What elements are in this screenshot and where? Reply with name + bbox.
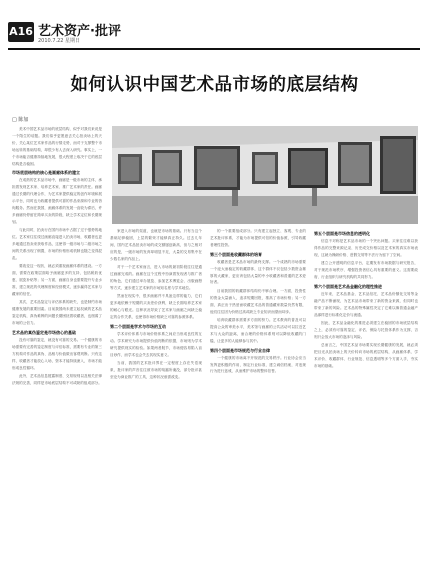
article-paragraph: 培育收藏群体需要多方面的努力。艺术教育的普及可以提高公众的审美水平，美术馆与画廊的公共活动可以拉近艺术与大众的距离，而合理的价格体系则可以降低收藏的门槛，让更多的人能够参与其中。 bbox=[210, 317, 306, 343]
article-paragraph: 目前我国的收藏群体结构仍不够合理。一方面，投资性的资金大量涌入，追求短期回报，推高了市场价格；另一方面，真正出于热爱而收藏艺术品的普通藏家数量仍然有限，他们往往因为价格过高或缺乏专业知识而望而却步。 bbox=[210, 288, 306, 314]
article-subheading: 第六个层面是艺术品金融化的理性推进 bbox=[314, 283, 382, 289]
article-byline: □ 陈加 bbox=[12, 117, 29, 123]
article-subheading: 第三个层面是收藏群体的培育 bbox=[210, 251, 262, 257]
article-paragraph: 因此，艺术品金融化的推进必须建立在稳固的市场底层结构之上，必须有可靠的鉴定、评估、保险与托管体系作为支撑，否则只会放大市场的泡沫与风险。 bbox=[314, 321, 418, 339]
article-subheading: 第四个层面是市场规范与行业自律 bbox=[210, 347, 270, 353]
article-subheading: 艺术品的真伪鉴定是市场信心的基础 bbox=[12, 329, 76, 335]
issue-date: 2010.7.22 星期日 bbox=[38, 38, 81, 44]
article-subheading: 市场底层结构的核心是画廊体系的建立 bbox=[12, 170, 80, 176]
article-paragraph: 一个健康的市场离不开规范的交易秩序。行业协会应当发挥更积极的作用，制定行业标准，建立诚信档案，对违规行为进行惩戒，从而维护市场的整体信誉。 bbox=[210, 355, 306, 374]
article-paragraph: 对于一个艺术家而言，进入市场的最初阶段往往是通过画廊完成的。画廊在这个过程中扮演着发现者与推广者的角色，它们通过举办展览、参加艺术博览会、出版画册等方式，逐步建立艺术家的市场知名度与学术地位。 bbox=[110, 265, 202, 290]
article-paragraph: 没有可靠的鉴定，就没有可靠的交易。一个健康的市场需要有完善的鉴定制度与评估标准，需要有专业的第三方机构对作品的真伪、品相与价值做出客观判断。只有这样，收藏者才能放心入场，资本才能持续流入，市场才能形成良性循环。 bbox=[12, 337, 102, 370]
article-paragraph: 建立公开透明的信息平台，定期发布市场数据与研究报告，对于规范市场秩序、增强投资者信心具有重要的意义。这需要政府、行业组织与研究机构的共同努力。 bbox=[314, 261, 418, 280]
section-title: 艺术资产·批评 bbox=[38, 24, 121, 39]
article-subheading: 第二个层面是学术与市场的互动 bbox=[110, 323, 166, 329]
page-number-badge: A16 bbox=[8, 22, 34, 42]
gallery-interior-photo bbox=[112, 126, 418, 224]
article-paragraph: 收藏者是艺术品市场的最终支撑。一个成熟的市场需要一个庞大而稳定的收藏群体，这个群体不仅包括少数资金雄厚的大藏家，更应该包括大量的中小收藏者和普通的艺术爱好者。 bbox=[210, 259, 306, 285]
article-paragraph: 其次，艺术品鉴定与评估体系的缺失，也是制约市场健康发展的重要因素。目前我国尚未建立起权威的艺术品鉴定机构，真伪难辨的问题长期困扰着收藏者，也削弱了市场的公信力。 bbox=[12, 300, 102, 326]
article-column-1 bbox=[12, 126, 102, 388]
article-paragraph: 的一个重要组成部分。只有建立起独立、客观、专业的艺术批评体系，才能为市场提供可信的价值参照，引导收藏者理性投资。 bbox=[210, 229, 306, 247]
article-column-3 bbox=[210, 228, 306, 377]
article-paragraph: 然而在现实中，很多画廊并不具备这样的能力，它们更多地依赖于短期的买卖差价获利，缺乏长期培养艺术家的耐心与眼光。这种状况导致了艺术家与画廊之间缺乏稳定的合作关系，也使得市场价格缺乏可靠的参照体系。 bbox=[110, 294, 202, 319]
article-paragraph: 信息不对称是艺术品市场的一个突出问题。买家往往难以获得作品的完整来源记录、历史成交价格以及艺术家的真实市场表现，这就为操纵价格、虚假交易等不法行为留下了空间。 bbox=[314, 239, 418, 257]
article-paragraph: 与此同时，拍卖行在国内市场中占据了过于强势的地位。艺术家往往绕过画廊直接进入拍卖市场，收藏者也更多地通过拍卖来获取作品，这使得一级市场与二级市场之间的关系出现了倒置，市场的价格形成机制也随之变得混乱。 bbox=[12, 228, 102, 260]
article-subheading: 第五个层面是市场信息的透明化 bbox=[314, 231, 370, 236]
article-column-2 bbox=[110, 228, 202, 382]
article-paragraph: 要改变这一现状，就必须重视画廊体系的建设。一方面，需要在政策层面给予画廊更多的支持，包括税收优惠、展览补贴等；另一方面，画廊自身也需要提升专业水准，建立规范的代理制度和经营模式，逐步赢得艺术家与藏家的信任。 bbox=[12, 264, 102, 296]
article-paragraph: 在成熟的艺术品市场中，画廊是一级市场的主体，承担着发现艺术家、培养艺术家、推广艺术家的责任。画廊通过长期的代理合作，为艺术家提供稳定的创作环境和展示平台，同时也为收藏者提供可靠的作品来源和专业的咨询服务。然而在我国，画廊体系的发展一直较为滞后，许多画廊仍停留在简单买卖的阶段，缺乏学术定位和长期规划。 bbox=[12, 178, 102, 224]
header-rule bbox=[8, 48, 420, 50]
article-paragraph: 当前，我国的艺术批评界在一定程度上存在失语现象，批评家的声音往往被市场的喧嚣所淹没，部分批评甚至沦为商业推广的工具，这种状况亟需改变。 bbox=[110, 360, 202, 379]
article-column-4 bbox=[314, 228, 418, 371]
masthead bbox=[8, 18, 420, 50]
article-paragraph: 学术评价体系与市场价格体系之间应当形成良性的互动。学术研究为市场提供价值判断的依据，市场则为学术研究提供现实的检验。如果两者脱节，市场便容易陷入盲目炒作，而学术也会失去其现实意义。 bbox=[110, 331, 202, 357]
article-paragraph: 近年来，艺术品基金、艺术品信托、艺术品份额化交易等金融产品不断涌现，为艺术品市场带来了新的资金来源，但同时也带来了新的风险。艺术品的特殊属性决定了它难以像普通金融产品那样进行标准化定价与流通。 bbox=[314, 291, 418, 317]
article-paragraph: 美术中国艺术品市场的底层结构，似乎对我们来说是一个陌生的话题。我们似乎更愿意去关心拍卖场上的天价，关心某位艺术家作品的行情走势，而对于支撑整个市场运转的基础结构，却很少有人去深入研究。事实上，一个市场能否健康持续地发展，很大程度上取决于它的底层结构是否稳固。 bbox=[12, 127, 102, 166]
article-paragraph: 家进入市场的渠道，也就是市场的基础。只有当这个基础足够稳固，上层的繁荣才能够真正持久。过去几年间，国内艺术品拍卖市场的成交额屡创新高，但与之相对应的是，一级市场的发育却明显不足，大量的交易集中在少数名家的作品上。 bbox=[110, 229, 202, 261]
article-paragraph: 总而言之，中国艺术品市场要实现长期健康的发展，就必须把目光从拍卖场上的天价转向市场的底层结构，从画廊体系、学术评价、收藏群体、行业规范、信息透明等多个方面入手，夯实市场的基础。 bbox=[314, 343, 418, 368]
article-paragraph: 此外，艺术品信息披露制度、交易规则以及相关法律法规的完善，同样是市场底层结构不可或缺的组成部分。 bbox=[12, 374, 102, 385]
article-title: 如何认识中国艺术品市场的底层结构 bbox=[70, 75, 359, 95]
